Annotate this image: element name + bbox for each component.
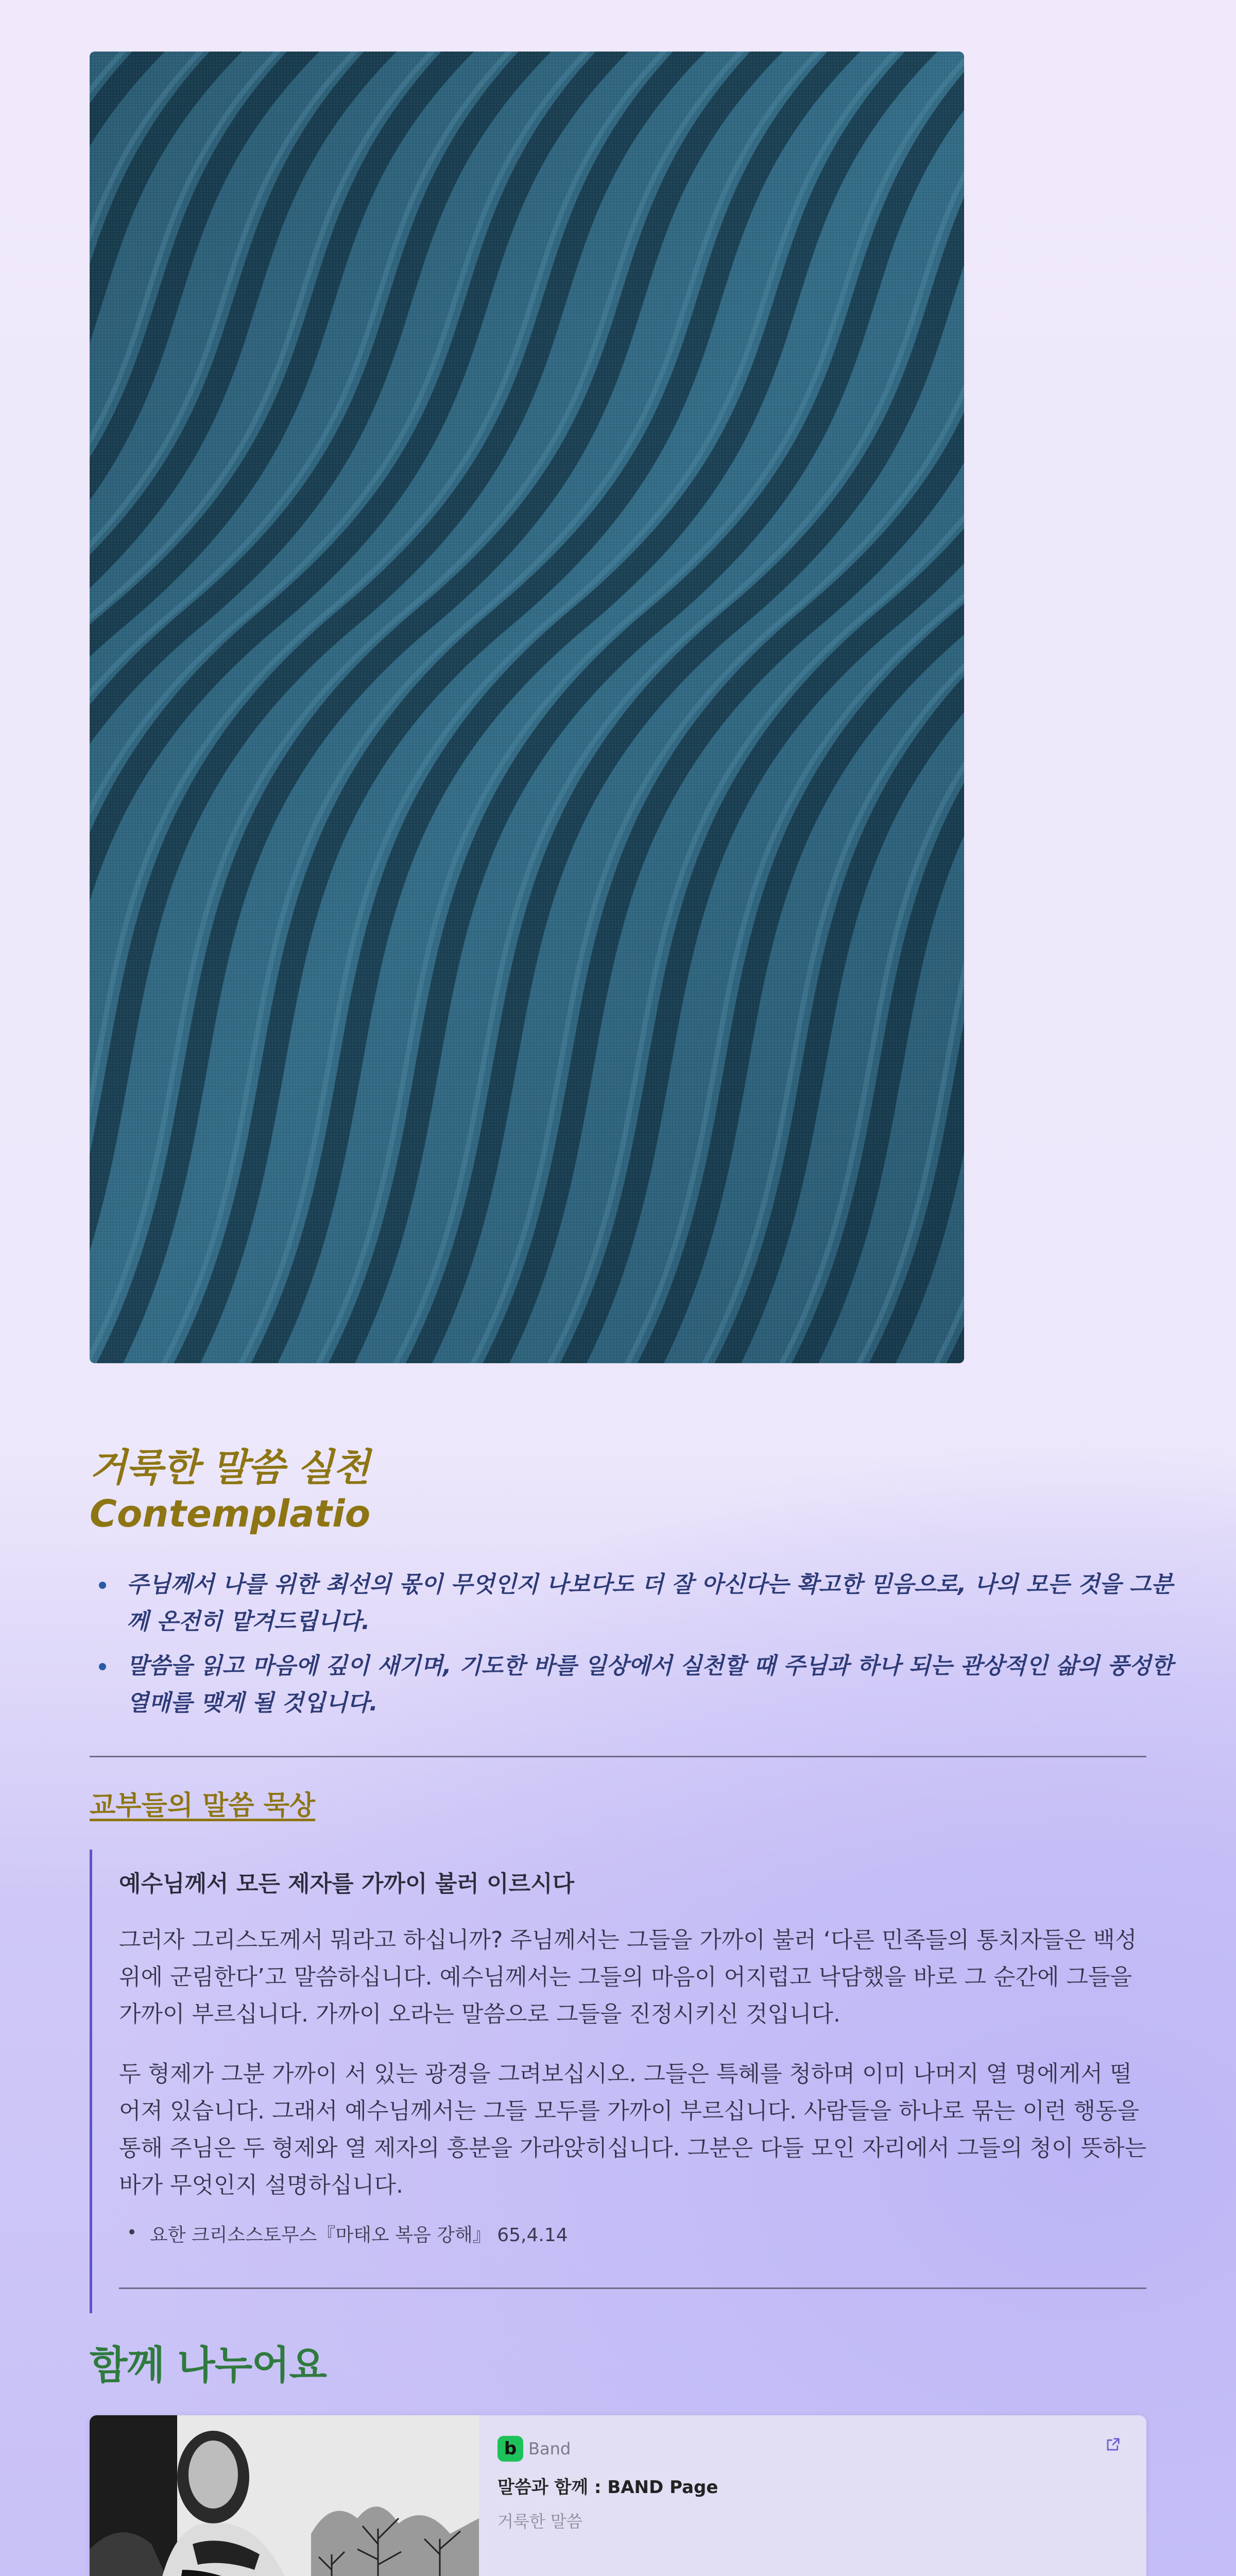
quote-paragraph: 두 형제가 그분 가까이 서 있는 광경을 그려보십시오. 그들은 특혜를 청하며 이미 나머지 열 명에게서 떨어져 있습니다. 그래서 예수님께서는 그들 모두를 가까이 부르십니다. 사람들을 하나로 묶는 이런 행동을 통해 주님은 두 형제와 열 제자의 흥분을 가라앉히십니다. 그분은 다들 모인 자리에서 그들의 청이 뜻하는 바가 무엇인지 설명하십니다.: [119, 2061, 1146, 2198]
page-title: 거룩한 말씀 실천: [90, 1446, 369, 1490]
intro-item: 주님께서 나를 위한 최선의 몫이 무엇인지 나보다도 더 잘 아신다는 확고한 믿음으로, 나의 모든 것을 그분께 온전히 맡겨드립니다.: [127, 1566, 1183, 1640]
hero-image: [90, 52, 964, 1363]
fathers-meditation-link[interactable]: 교부들의 말씀 묵상: [90, 1790, 316, 1821]
external-link-icon[interactable]: [1105, 2437, 1121, 2452]
card-brand-row: [497, 2436, 1115, 2462]
card-thumbnail: [90, 2415, 479, 2576]
band-link-card[interactable]: [90, 2415, 1146, 2576]
card-title: 말씀과 함께 : BAND Page: [497, 2477, 718, 2498]
band-logo-icon: b: [497, 2436, 523, 2462]
quote-source-list: [119, 2221, 568, 2247]
quote-divider: [119, 2287, 1146, 2289]
fathers-quote: [90, 1850, 1146, 2313]
page-subtitle: Contemplatio: [90, 1492, 371, 1535]
intro-item: 말씀을 읽고 마음에 깊이 새기며, 기도한 바를 일상에서 실천할 때 주님과 하나 되는 관상적인 삶의 풍성한 열매를 맺게 될 것입니다.: [127, 1648, 1183, 1722]
quote-paragraph: 그러자 그리스도께서 뭐라고 하십니까? 주님께서는 그들을 가까이 불러 ‘다른 민족들의 통치자들은 백성 위에 군림한다’고 말씀하십니다. 예수님께서는 그들의 마음이 어지럽고 낙담했을 바로 그 순간에 그들을 가까이 부르십니다. 가까이 오라는 말씀으로 그들을 진정시키신 것입니다.: [119, 1927, 1137, 2027]
card-subtitle: 거룩한 말씀: [497, 2512, 582, 2531]
intro-list: [90, 1566, 1183, 1729]
card-brand: Band: [528, 2439, 571, 2459]
share-title: 함께 나누어요: [90, 2342, 327, 2388]
quote-title: 예수님께서 모든 제자를 가까이 불러 이르시다: [119, 1871, 575, 1897]
quote-source: 요한 크리소스토무스『마태오 복음 강해』 65,4.14: [150, 2221, 568, 2247]
monochrome-figure-photo: [90, 2415, 479, 2576]
divider: [90, 1756, 1146, 1757]
card-meta: [497, 2436, 1115, 2532]
sand-dunes-image: [90, 52, 964, 1363]
